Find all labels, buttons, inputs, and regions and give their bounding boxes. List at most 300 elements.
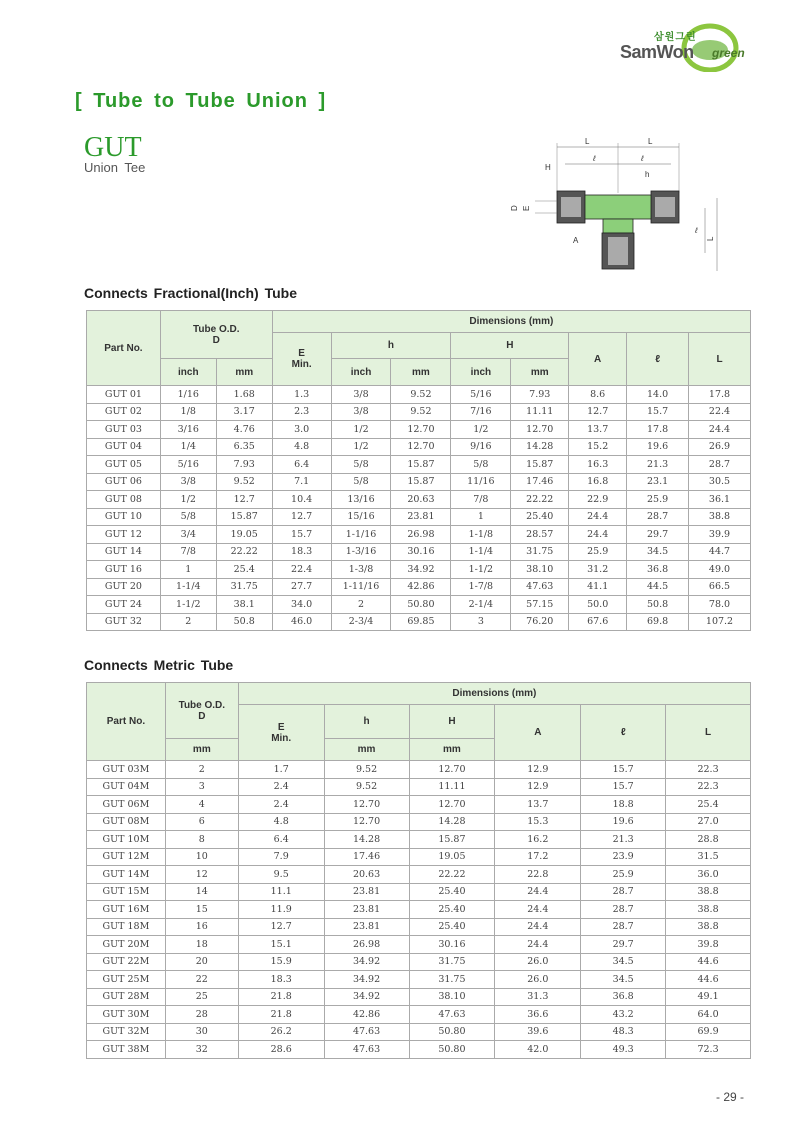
table-cell: 2-1/4	[451, 596, 511, 614]
table-row	[87, 883, 751, 901]
table-cell: 12.70	[409, 761, 495, 779]
table-cell: 22.9	[569, 491, 627, 509]
table-cell: 31.75	[511, 543, 569, 561]
table-cell: 31.2	[569, 561, 627, 579]
table-cell: 29.7	[581, 936, 666, 954]
table-cell: GUT 12M	[87, 848, 166, 866]
table-cell: 12.7	[238, 918, 324, 936]
table-cell: 5/16	[451, 386, 511, 404]
table-row	[87, 508, 751, 526]
table-cell: 2.4	[238, 778, 324, 796]
table-row	[87, 936, 751, 954]
dim-label-l3: ℓ	[695, 226, 698, 235]
table-cell: GUT 10M	[87, 831, 166, 849]
dim-label-L2: L	[648, 137, 653, 146]
table-cell: 17.8	[689, 386, 751, 404]
table-cell: 24.4	[569, 526, 627, 544]
table-cell: GUT 14M	[87, 866, 166, 884]
table-cell: 69.85	[391, 613, 451, 631]
table-cell: 7/16	[451, 403, 511, 421]
table-cell: 31.75	[409, 971, 495, 989]
table-row	[87, 953, 751, 971]
product-name: Union Tee	[84, 160, 146, 175]
table-cell: 25.9	[569, 543, 627, 561]
table-cell: 49.0	[689, 561, 751, 579]
dim-label-D: D	[510, 205, 519, 211]
table-row	[87, 456, 751, 474]
table-row	[87, 778, 751, 796]
table-cell: 50.8	[216, 613, 272, 631]
table-cell: 23.81	[324, 883, 409, 901]
table-cell: 18.3	[272, 543, 331, 561]
table-cell: 34.0	[272, 596, 331, 614]
table-cell: 15.87	[216, 508, 272, 526]
table-cell: 25.40	[409, 883, 495, 901]
m-header-l-small: ℓ	[581, 705, 666, 761]
table-cell: 12.9	[495, 761, 581, 779]
table-cell: 1.68	[216, 386, 272, 404]
table-cell: 25.9	[581, 866, 666, 884]
table-cell: 6.4	[272, 456, 331, 474]
table-cell: 26.98	[324, 936, 409, 954]
table-cell: 39.9	[689, 526, 751, 544]
table-cell: 10	[165, 848, 238, 866]
m-header-part-no: Part No.	[87, 683, 166, 761]
table-cell: GUT 32M	[87, 1023, 166, 1041]
m-header-hb-mm: mm	[409, 739, 495, 761]
table-cell: 23.81	[324, 918, 409, 936]
header-h-small: h	[331, 333, 451, 359]
table-cell: 15	[165, 901, 238, 919]
table-cell: 20.63	[391, 491, 451, 509]
table-cell: 39.8	[666, 936, 751, 954]
table-cell: 39.6	[495, 1023, 581, 1041]
table-cell: 19.05	[216, 526, 272, 544]
table-cell: 31.75	[409, 953, 495, 971]
table-cell: 12	[165, 866, 238, 884]
table-cell: 57.15	[511, 596, 569, 614]
table-cell: 24.4	[689, 421, 751, 439]
table-cell: 12.7	[569, 403, 627, 421]
table-cell: 30.5	[689, 473, 751, 491]
table-cell: 1-3/16	[331, 543, 391, 561]
table-cell: 25.4	[666, 796, 751, 814]
table-cell: GUT 28M	[87, 988, 166, 1006]
table-cell: 11/16	[451, 473, 511, 491]
table-cell: 50.0	[569, 596, 627, 614]
table-cell: 72.3	[666, 1041, 751, 1059]
table-cell: 17.8	[627, 421, 689, 439]
table-cell: 8.6	[569, 386, 627, 404]
table-cell: 25.40	[409, 901, 495, 919]
table-cell: 6.4	[238, 831, 324, 849]
table-cell: 28.7	[627, 508, 689, 526]
m-header-h-small: h	[324, 705, 409, 739]
table-cell: 1-1/2	[451, 561, 511, 579]
table-cell: 36.8	[627, 561, 689, 579]
m-header-tube-od: Tube O.D. D	[165, 683, 238, 739]
table-cell: 12.70	[409, 796, 495, 814]
table-cell: 9.52	[391, 386, 451, 404]
header-h-big: H	[451, 333, 569, 359]
table-cell: GUT 16	[87, 561, 161, 579]
table-cell: 47.63	[409, 1006, 495, 1024]
table-cell: 21.8	[238, 988, 324, 1006]
dim-label-A: A	[573, 236, 579, 245]
table-row	[87, 386, 751, 404]
table-row	[87, 988, 751, 1006]
table-cell: 21.3	[581, 831, 666, 849]
table-cell: 34.5	[581, 953, 666, 971]
table-cell: 28	[165, 1006, 238, 1024]
table-cell: 9.5	[238, 866, 324, 884]
table-cell: 38.8	[666, 883, 751, 901]
table-cell: 3.17	[216, 403, 272, 421]
table-cell: 29.7	[627, 526, 689, 544]
m-header-h-big: H	[409, 705, 495, 739]
table-row	[87, 596, 751, 614]
table-cell: 22.22	[216, 543, 272, 561]
table-cell: 12.70	[391, 438, 451, 456]
table-cell: 25.40	[409, 918, 495, 936]
table-cell: 21.8	[238, 1006, 324, 1024]
table-cell: 3/16	[160, 421, 216, 439]
table-row	[87, 813, 751, 831]
table-cell: 27.0	[666, 813, 751, 831]
fractional-table-body	[87, 386, 751, 631]
table-row	[87, 971, 751, 989]
table-cell: 14.0	[627, 386, 689, 404]
table-cell: 15.87	[409, 831, 495, 849]
table-cell: 3/8	[160, 473, 216, 491]
table-cell: 23.81	[324, 901, 409, 919]
table-cell: 17.2	[495, 848, 581, 866]
table-cell: 67.6	[569, 613, 627, 631]
table-cell: 38.8	[666, 901, 751, 919]
table-cell: 15.87	[391, 456, 451, 474]
metric-table	[86, 682, 751, 1059]
table-cell: GUT 24	[87, 596, 161, 614]
table-cell: 4.8	[272, 438, 331, 456]
table-cell: 15.1	[238, 936, 324, 954]
table-cell: 50.80	[391, 596, 451, 614]
table-cell: 22.8	[495, 866, 581, 884]
table-cell: 11.1	[238, 883, 324, 901]
table-cell: GUT 12	[87, 526, 161, 544]
table-cell: 38.8	[689, 508, 751, 526]
table-cell: 22.3	[666, 778, 751, 796]
table-cell: 7/8	[160, 543, 216, 561]
logo-suffix-text: green	[712, 46, 745, 60]
table-row	[87, 918, 751, 936]
table-cell: 42.86	[391, 578, 451, 596]
fractional-table	[86, 310, 751, 631]
table-cell: 26.98	[391, 526, 451, 544]
header-h-mm: mm	[391, 359, 451, 386]
table-cell: 13.7	[495, 796, 581, 814]
table-cell: 28.6	[238, 1041, 324, 1059]
table-cell: 34.5	[627, 543, 689, 561]
table-cell: 19.6	[627, 438, 689, 456]
table-cell: GUT 38M	[87, 1041, 166, 1059]
table-cell: 36.1	[689, 491, 751, 509]
table-cell: 36.8	[581, 988, 666, 1006]
table-cell: 1-1/4	[451, 543, 511, 561]
table-cell: 31.5	[666, 848, 751, 866]
table-cell: 32	[165, 1041, 238, 1059]
table-cell: 34.92	[324, 953, 409, 971]
table-cell: 3	[451, 613, 511, 631]
table-cell: 11.9	[238, 901, 324, 919]
table-cell: 14	[165, 883, 238, 901]
table-cell: 1-1/8	[451, 526, 511, 544]
table-cell: 38.10	[409, 988, 495, 1006]
table-cell: 16.2	[495, 831, 581, 849]
table-cell: 25.4	[216, 561, 272, 579]
table-cell: GUT 30M	[87, 1006, 166, 1024]
table-cell: 15.87	[391, 473, 451, 491]
table-cell: 20	[165, 953, 238, 971]
table-cell: 24.4	[495, 936, 581, 954]
table-cell: 25.40	[511, 508, 569, 526]
table-cell: 1-7/8	[451, 578, 511, 596]
table-cell: 44.5	[627, 578, 689, 596]
table-cell: 4	[165, 796, 238, 814]
table-cell: 22.4	[689, 403, 751, 421]
table-cell: 14.28	[324, 831, 409, 849]
table-cell: 15.7	[627, 403, 689, 421]
table-cell: 5/8	[451, 456, 511, 474]
table-row	[87, 1006, 751, 1024]
table-cell: 13.7	[569, 421, 627, 439]
dim-label-L3: L	[706, 236, 715, 241]
m-header-l-big: L	[666, 705, 751, 761]
table-cell: 22.22	[409, 866, 495, 884]
table-cell: 4.8	[238, 813, 324, 831]
table-cell: 30.16	[409, 936, 495, 954]
table-cell: 24.4	[495, 918, 581, 936]
table-cell: 26.2	[238, 1023, 324, 1041]
table-cell: 50.80	[409, 1041, 495, 1059]
table-cell: 41.1	[569, 578, 627, 596]
table-cell: GUT 18M	[87, 918, 166, 936]
table-cell: GUT 10	[87, 508, 161, 526]
table-cell: 1.7	[238, 761, 324, 779]
table-cell: 15.7	[272, 526, 331, 544]
table-cell: 44.6	[666, 953, 751, 971]
table-cell: 66.5	[689, 578, 751, 596]
product-code: GUT	[84, 132, 142, 163]
dim-label-l2: ℓ	[641, 154, 644, 163]
table-cell: 5/8	[331, 473, 391, 491]
table-cell: 7.93	[511, 386, 569, 404]
table-row	[87, 438, 751, 456]
table-cell: 1	[451, 508, 511, 526]
table-cell: 3/4	[160, 526, 216, 544]
table-cell: 42.0	[495, 1041, 581, 1059]
table-cell: 1-3/8	[331, 561, 391, 579]
table-cell: 48.3	[581, 1023, 666, 1041]
table-cell: 6.35	[216, 438, 272, 456]
table-cell: 31.75	[216, 578, 272, 596]
section-title: [ Tube to Tube Union ]	[75, 90, 327, 112]
table-cell: 11.11	[409, 778, 495, 796]
table-cell: 1/2	[451, 421, 511, 439]
table-cell: 5/16	[160, 456, 216, 474]
logo-brand-text: SamWon	[620, 42, 694, 62]
table-cell: 5/8	[331, 456, 391, 474]
table-row	[87, 1023, 751, 1041]
table-cell: 34.5	[581, 971, 666, 989]
logo-korean-text: 삼원그린	[654, 32, 697, 43]
table-row	[87, 1041, 751, 1059]
table-cell: 15.7	[581, 778, 666, 796]
table-cell: 26.9	[689, 438, 751, 456]
table-cell: 69.9	[666, 1023, 751, 1041]
table-cell: 46.0	[272, 613, 331, 631]
table-cell: 25.9	[627, 491, 689, 509]
table-cell: 42.86	[324, 1006, 409, 1024]
table-cell: 6	[165, 813, 238, 831]
table-cell: 7.1	[272, 473, 331, 491]
table-cell: 2.4	[238, 796, 324, 814]
table-cell: 28.57	[511, 526, 569, 544]
table-cell: 18	[165, 936, 238, 954]
table-cell: 24.4	[495, 901, 581, 919]
table-cell: 15.7	[581, 761, 666, 779]
table-cell: GUT 06M	[87, 796, 166, 814]
page-number: - 29 -	[716, 1090, 745, 1104]
table-cell: GUT 04	[87, 438, 161, 456]
header-a: A	[569, 333, 627, 386]
table-cell: 50.80	[409, 1023, 495, 1041]
table-row	[87, 901, 751, 919]
table-cell: 15.2	[569, 438, 627, 456]
table-cell: 50.8	[627, 596, 689, 614]
metric-table-title: Connects Metric Tube	[84, 657, 234, 673]
table-cell: 7.9	[238, 848, 324, 866]
table-cell: 49.3	[581, 1041, 666, 1059]
table-cell: 43.2	[581, 1006, 666, 1024]
table-cell: 47.63	[511, 578, 569, 596]
table-cell: 9/16	[451, 438, 511, 456]
m-header-h-mm: mm	[324, 739, 409, 761]
table-cell: 12.7	[272, 508, 331, 526]
table-cell: 9.52	[324, 778, 409, 796]
header-part-no: Part No.	[87, 311, 161, 386]
table-cell: 12.70	[511, 421, 569, 439]
table-row	[87, 578, 751, 596]
table-cell: 30.16	[391, 543, 451, 561]
table-cell: 24.4	[569, 508, 627, 526]
table-cell: 27.7	[272, 578, 331, 596]
table-cell: 36.0	[666, 866, 751, 884]
table-cell: 22.3	[666, 761, 751, 779]
table-cell: GUT 14	[87, 543, 161, 561]
table-cell: 9.52	[391, 403, 451, 421]
table-cell: 3.0	[272, 421, 331, 439]
table-cell: 34.92	[391, 561, 451, 579]
header-od-mm: mm	[216, 359, 272, 386]
table-cell: GUT 05	[87, 456, 161, 474]
table-cell: 8	[165, 831, 238, 849]
table-cell: 38.8	[666, 918, 751, 936]
table-row	[87, 866, 751, 884]
table-cell: 5/8	[160, 508, 216, 526]
table-row	[87, 613, 751, 631]
table-cell: GUT 06	[87, 473, 161, 491]
table-cell: 69.8	[627, 613, 689, 631]
header-od-inch: inch	[160, 359, 216, 386]
table-cell: GUT 01	[87, 386, 161, 404]
table-cell: 9.52	[216, 473, 272, 491]
header-l-big: L	[689, 333, 751, 386]
table-cell: 23.81	[391, 508, 451, 526]
table-cell: 12.7	[216, 491, 272, 509]
header-h-inch: inch	[331, 359, 391, 386]
table-cell: 9.52	[324, 761, 409, 779]
table-cell: 22.22	[511, 491, 569, 509]
dim-label-H: H	[545, 163, 551, 172]
table-cell: 78.0	[689, 596, 751, 614]
table-cell: 12.9	[495, 778, 581, 796]
table-cell: 21.3	[627, 456, 689, 474]
table-cell: GUT 08	[87, 491, 161, 509]
table-cell: 1	[160, 561, 216, 579]
table-row	[87, 543, 751, 561]
table-cell: 15.3	[495, 813, 581, 831]
table-cell: 4.76	[216, 421, 272, 439]
table-cell: 107.2	[689, 613, 751, 631]
table-row	[87, 831, 751, 849]
table-cell: 1-1/16	[331, 526, 391, 544]
table-cell: GUT 15M	[87, 883, 166, 901]
table-cell: 1/16	[160, 386, 216, 404]
table-cell: 2	[331, 596, 391, 614]
m-header-a: A	[495, 705, 581, 761]
metric-table-body	[87, 761, 751, 1059]
table-cell: 15.87	[511, 456, 569, 474]
table-cell: GUT 22M	[87, 953, 166, 971]
table-cell: 16.8	[569, 473, 627, 491]
table-row	[87, 403, 751, 421]
table-cell: 2	[165, 761, 238, 779]
brand-logo	[620, 22, 760, 72]
table-cell: 3/8	[331, 403, 391, 421]
table-cell: GUT 04M	[87, 778, 166, 796]
table-cell: 23.1	[627, 473, 689, 491]
table-cell: GUT 16M	[87, 901, 166, 919]
table-cell: GUT 25M	[87, 971, 166, 989]
table-cell: GUT 08M	[87, 813, 166, 831]
header-e: E Min.	[272, 333, 331, 386]
dim-label-l1: ℓ	[593, 154, 596, 163]
table-cell: GUT 02	[87, 403, 161, 421]
table-cell: 1/2	[331, 421, 391, 439]
table-cell: 14.28	[409, 813, 495, 831]
table-cell: 47.63	[324, 1023, 409, 1041]
table-cell: 36.6	[495, 1006, 581, 1024]
table-cell: 3/8	[331, 386, 391, 404]
table-cell: 7/8	[451, 491, 511, 509]
table-row	[87, 526, 751, 544]
table-cell: 22.4	[272, 561, 331, 579]
table-cell: 12.70	[391, 421, 451, 439]
table-row	[87, 421, 751, 439]
dim-label-h: h	[645, 170, 650, 179]
table-cell: 12.70	[324, 813, 409, 831]
table-cell: 22	[165, 971, 238, 989]
